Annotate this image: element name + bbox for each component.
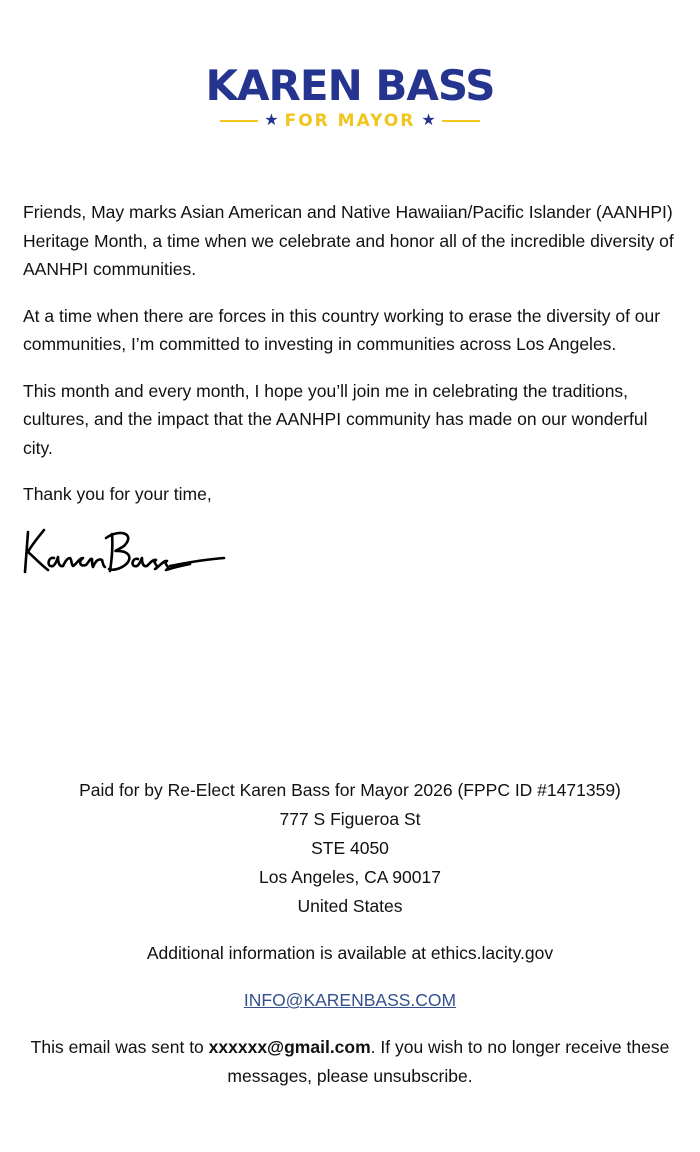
letter-body <box>23 198 678 527</box>
letter-paragraph: Friends, May marks Asian American and Native Hawaiian/Pacific Islander (AANHPI) Heritage Month, a time when we celebrate and honor all of the incredible diversity of AANHPI communities. <box>23 202 674 279</box>
letter-paragraph: At a time when there are forces in this country working to erase the diversity of our communities, I’m committed to investing in communities across Los Angeles. <box>23 305 661 354</box>
recipient-email: xxxxxx@gmail.com <box>208 1037 371 1057</box>
signature-image <box>20 522 230 582</box>
paid-for-disclaimer: Paid for by Re-Elect Karen Bass for Mayor 2026 (FPPC ID #1471359) <box>79 780 621 800</box>
logo-name: KAREN BASS <box>205 61 495 110</box>
sent-prefix: This email was sent to <box>30 1037 209 1057</box>
logo-tagline-row <box>0 110 700 132</box>
letter-closing: Thank you for your time, <box>23 484 212 504</box>
sent-to-notice <box>0 1033 700 1091</box>
address-line: United States <box>297 896 403 916</box>
sent-suffix: . If you wish to no longer receive these messages, please unsubscribe. <box>227 1037 670 1086</box>
ethics-info: Additional information is available at ethics.lacity.gov <box>146 943 554 963</box>
address-line: Los Angeles, CA 90017 <box>259 867 441 887</box>
star-icon: ★ <box>264 112 279 129</box>
campaign-logo <box>0 62 700 132</box>
email-footer <box>0 776 700 1091</box>
star-icon: ★ <box>421 112 436 129</box>
address-line: STE 4050 <box>311 838 389 858</box>
contact-email-link[interactable]: INFO@KARENBASS.COM <box>243 990 457 1010</box>
logo-rule-right <box>442 120 480 122</box>
letter-paragraph: This month and every month, I hope you’ll join me in celebrating the traditions, cultures, and the impact that the AANHPI community has made on our wonderful city. <box>23 380 648 458</box>
logo-tagline: FOR MAYOR <box>284 111 416 131</box>
logo-rule-left <box>220 120 258 122</box>
address-line: 777 S Figueroa St <box>279 809 421 829</box>
